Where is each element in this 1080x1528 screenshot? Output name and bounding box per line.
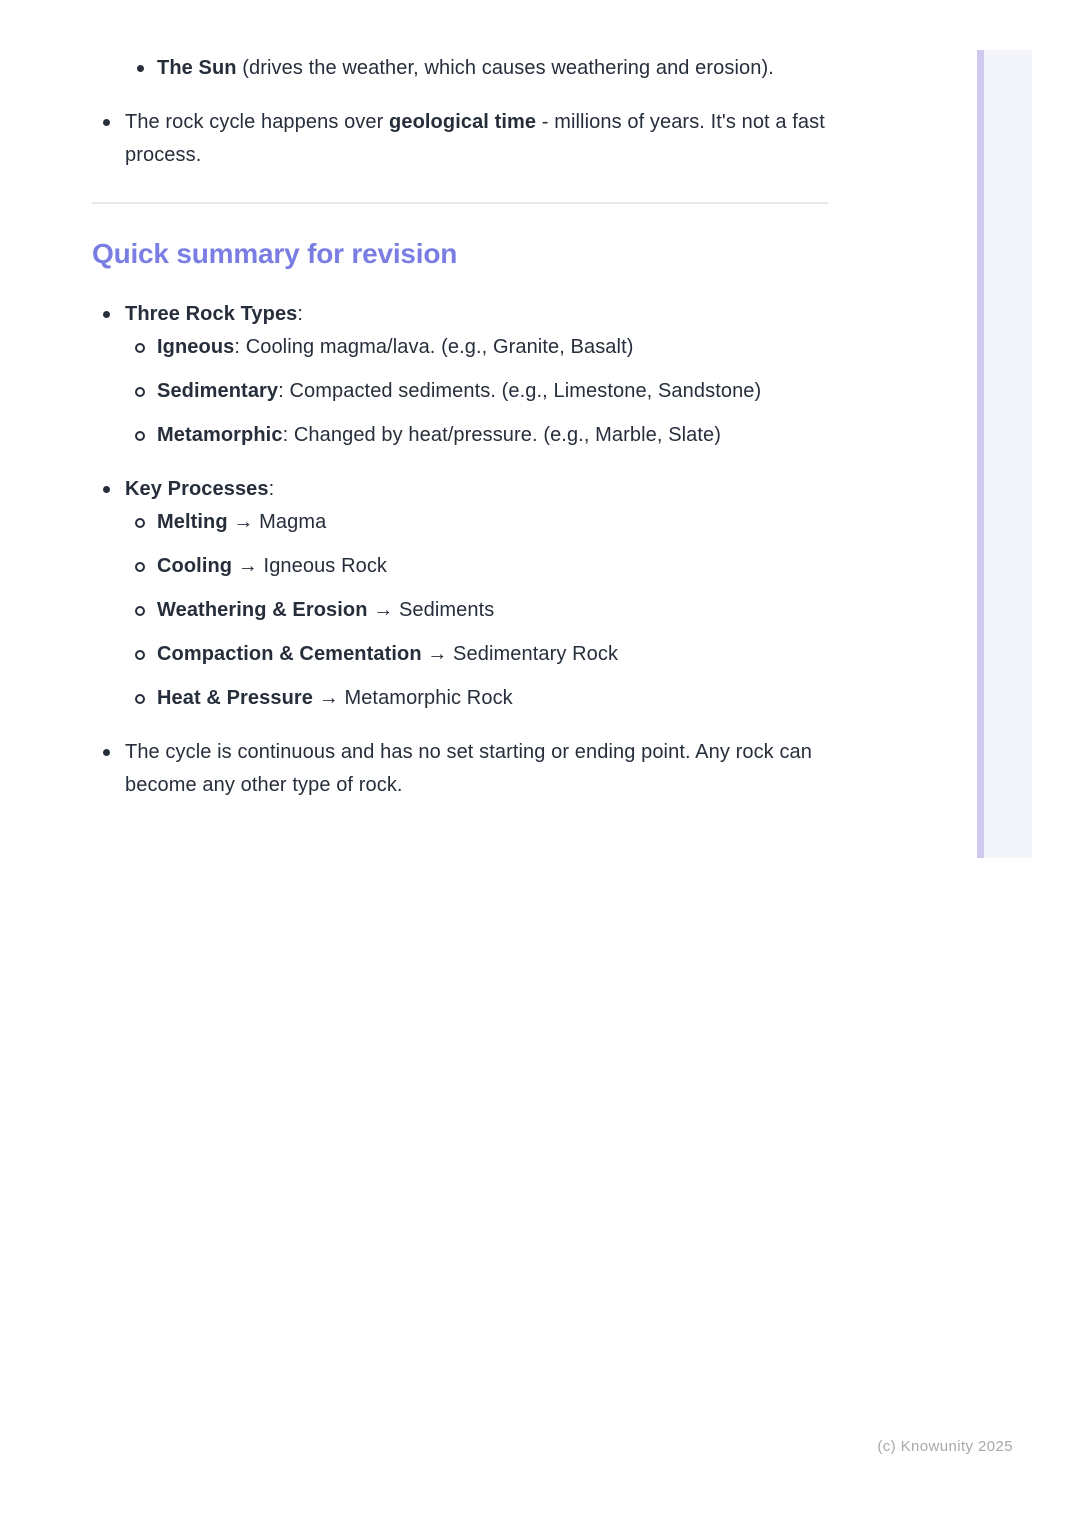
list-item-weathering-erosion [92, 594, 828, 627]
list-item-text: The rock cycle happens over [125, 111, 390, 133]
bullet-circle-icon [135, 562, 145, 572]
list-item-igneous [92, 331, 828, 364]
list-item-bold-text: Three Rock Types [125, 303, 298, 325]
list-item-heat-pressure [92, 682, 828, 715]
bullet-disc-icon [103, 486, 110, 493]
bullet-disc-icon [103, 311, 110, 318]
list-item-text: : Compacted sediments. (e.g., Limestone, Sandstone) [278, 380, 762, 402]
list-item-text: - millions of years. It's not a fast process. [125, 111, 825, 166]
list-item-bold-text: Cooling [157, 555, 233, 577]
bullet-circle-icon [135, 343, 145, 353]
bullet-circle-icon [135, 518, 145, 528]
list-item-bold-text: Key Processes [125, 478, 269, 500]
list-item-key-processes [92, 473, 828, 506]
list-item-compaction-cementation [92, 638, 828, 671]
list-item-bold-text: Sedimentary [157, 380, 279, 402]
list-item-text: → Magma [227, 511, 327, 533]
section-divider [92, 202, 828, 204]
copyright-notice: (c) Knowunity 2025 [877, 1438, 1013, 1455]
list-item-bold-text: geological time [389, 111, 537, 133]
list-item-text: : [297, 303, 304, 325]
list-item-bold-text: Weathering & Erosion [157, 599, 368, 621]
notes-content [92, 52, 828, 802]
bullet-circle-icon [135, 606, 145, 616]
list-item-text: : Changed by heat/pressure. (e.g., Marble, Slate) [282, 424, 722, 446]
list-item-geological-time [92, 106, 828, 172]
bullet-disc-icon [137, 65, 144, 72]
list-item-text: → Metamorphic Rock [313, 687, 513, 709]
list-item-text: (drives the weather, which causes weathering and erosion). [236, 57, 774, 79]
list-item-cooling [92, 550, 828, 583]
bullet-circle-icon [135, 387, 145, 397]
list-item-melting [92, 506, 828, 539]
bullet-circle-icon [135, 694, 145, 704]
bullet-disc-icon [103, 749, 110, 756]
list-item-text: → Igneous Rock [232, 555, 388, 577]
list-item-bold-text: Melting [157, 511, 228, 533]
list-item-text: → Sediments [367, 599, 495, 621]
list-item-cycle-continuous [92, 736, 828, 802]
list-item-text: : Cooling magma/lava. (e.g., Granite, Basalt) [234, 336, 634, 358]
bullet-circle-icon [135, 431, 145, 441]
list-item-bold-text: Heat & Pressure [157, 687, 314, 709]
bullet-disc-icon [103, 119, 110, 126]
list-item-text: The cycle is continuous and has no set starting or ending point. Any rock can become any other type of rock. [125, 741, 812, 796]
list-item-the-sun [92, 52, 828, 85]
bullet-circle-icon [135, 650, 145, 660]
scrollbar-thumb[interactable] [977, 50, 984, 858]
scrollbar-track[interactable] [984, 50, 1032, 858]
list-item-text: → Sedimentary Rock [421, 643, 619, 665]
section-heading: Quick summary for revision [92, 238, 458, 269]
list-item-text: : [268, 478, 275, 500]
list-item-bold-text: Metamorphic [157, 424, 283, 446]
list-item-bold-text: Igneous [157, 336, 235, 358]
list-item-sedimentary [92, 375, 828, 408]
right-scroll-rail [977, 50, 1032, 858]
list-item-bold-text: The Sun [157, 57, 237, 79]
list-item-bold-text: Compaction & Cementation [157, 643, 422, 665]
list-item-three-rock-types [92, 298, 828, 331]
list-item-metamorphic [92, 419, 828, 452]
